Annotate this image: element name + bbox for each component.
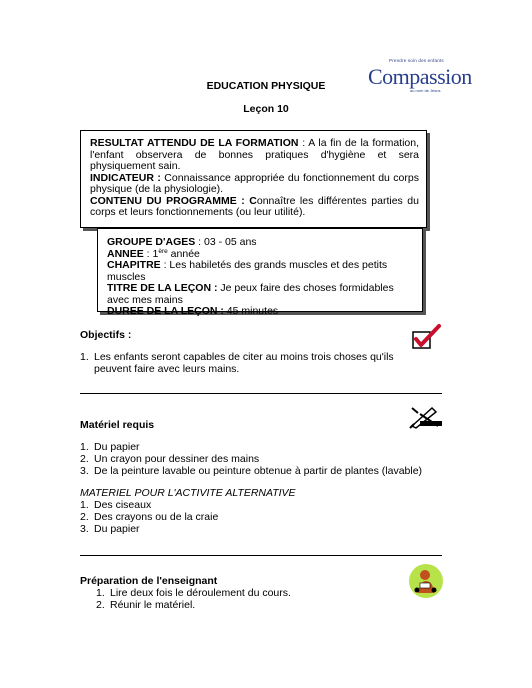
logo-small-text: Prendre soin des enfants — [389, 58, 444, 63]
list-number: 1. — [80, 441, 89, 453]
titre-value: Je peux faire des choses formidables avec mes mains — [107, 282, 394, 306]
list-text: De la peinture lavable ou peinture obtenue à partir de plantes (lavable) — [94, 465, 423, 477]
preparation-heading: Préparation de l'enseignant — [80, 575, 218, 587]
list-text: Du papier — [94, 523, 140, 535]
list-number: 2. — [80, 511, 89, 523]
list-text: Du papier — [94, 441, 140, 453]
list-number: 1. — [80, 499, 89, 511]
list-item — [80, 511, 420, 523]
objectifs-item-1 — [80, 351, 420, 375]
alt-materiel-heading: MATERIEL POUR L'ACTIVITE ALTERNATIVE — [80, 487, 296, 499]
lesson-number: Leçon 10 — [243, 103, 289, 115]
pencils-icon — [408, 404, 444, 430]
list-text: Réunir le matériel. — [110, 599, 196, 611]
list-text: Un crayon pour dessiner des mains — [94, 453, 260, 465]
chapitre-line — [107, 260, 414, 283]
groupe-label: GROUPE D'AGES — [107, 236, 196, 248]
duree-line — [107, 306, 414, 318]
titre-label: TITRE DE LA LEÇON : — [107, 282, 218, 294]
indicateur-label: INDICATEUR : — [90, 171, 161, 184]
list-text: Des crayons ou de la craie — [94, 511, 219, 523]
list-text: Les enfants seront capables de citer au moins trois choses qu'ils peuvent faire avec leurs mains. — [94, 351, 394, 375]
list-item — [80, 465, 480, 477]
logo-tagline: au nom de Jésus — [410, 88, 441, 93]
list-number: 1. — [96, 587, 105, 599]
annee-value-pre: : 1 — [143, 247, 159, 260]
groupe-value: : 03 - 05 ans — [195, 236, 257, 248]
checkbox-check-icon — [410, 322, 442, 352]
list-item — [80, 441, 420, 453]
annee-value-post: année — [167, 247, 200, 260]
annee-label: ANNEE — [107, 247, 144, 260]
indicateur-line — [90, 173, 419, 196]
duree-value: 45 minutes — [223, 305, 279, 317]
list-item — [96, 587, 436, 599]
lesson-info-box — [97, 228, 423, 317]
resultat-label: RESULTAT ATTENDU DE LA FORMATION — [90, 137, 299, 149]
logo-brand: Compassion — [368, 64, 472, 89]
contenu-text: onnaître les différentes parties du corps et leurs fonctionnements (ou leur utilité). — [90, 194, 419, 218]
list-number: 3. — [80, 523, 89, 535]
list-number: 2. — [96, 599, 105, 611]
objectifs-heading: Objectifs : — [80, 329, 132, 341]
chapitre-value: : Les habiletés des grands muscles et des petits muscles — [107, 259, 388, 283]
list-item — [80, 453, 420, 465]
list-item — [80, 523, 420, 535]
annee-sup: ère — [158, 247, 168, 255]
duree-label: DUREE DE LA LEÇON : — [107, 305, 224, 317]
contenu-line — [90, 196, 419, 219]
indicateur-text: Connaissance appropriée du fonctionnement du corps physique (de la physiologie). — [90, 171, 419, 195]
list-number: 3. — [80, 465, 89, 477]
section-divider — [80, 393, 442, 394]
list-item — [80, 499, 420, 511]
contenu-label: CONTENU DU PROGRAMME : C — [90, 194, 257, 207]
resultat-line — [90, 138, 419, 173]
list-number: 2. — [80, 453, 89, 465]
list-text: Lire deux fois le déroulement du cours. — [110, 587, 291, 599]
document-title: EDUCATION PHYSIQUE — [206, 80, 326, 92]
section-divider — [80, 555, 442, 556]
list-number: 1. — [80, 351, 89, 363]
chapitre-label: CHAPITRE — [107, 259, 161, 271]
outcome-box — [80, 130, 427, 228]
materiel-heading: Matériel requis — [80, 419, 155, 431]
resultat-text: : A la fin de la formation, l'enfant observera de bonnes pratiques d'hygiène et sera physiquement sain. — [90, 137, 420, 172]
list-item — [96, 599, 436, 611]
titre-line — [107, 283, 414, 306]
compassion-logo — [368, 58, 472, 98]
list-text: Des ciseaux — [94, 499, 152, 511]
